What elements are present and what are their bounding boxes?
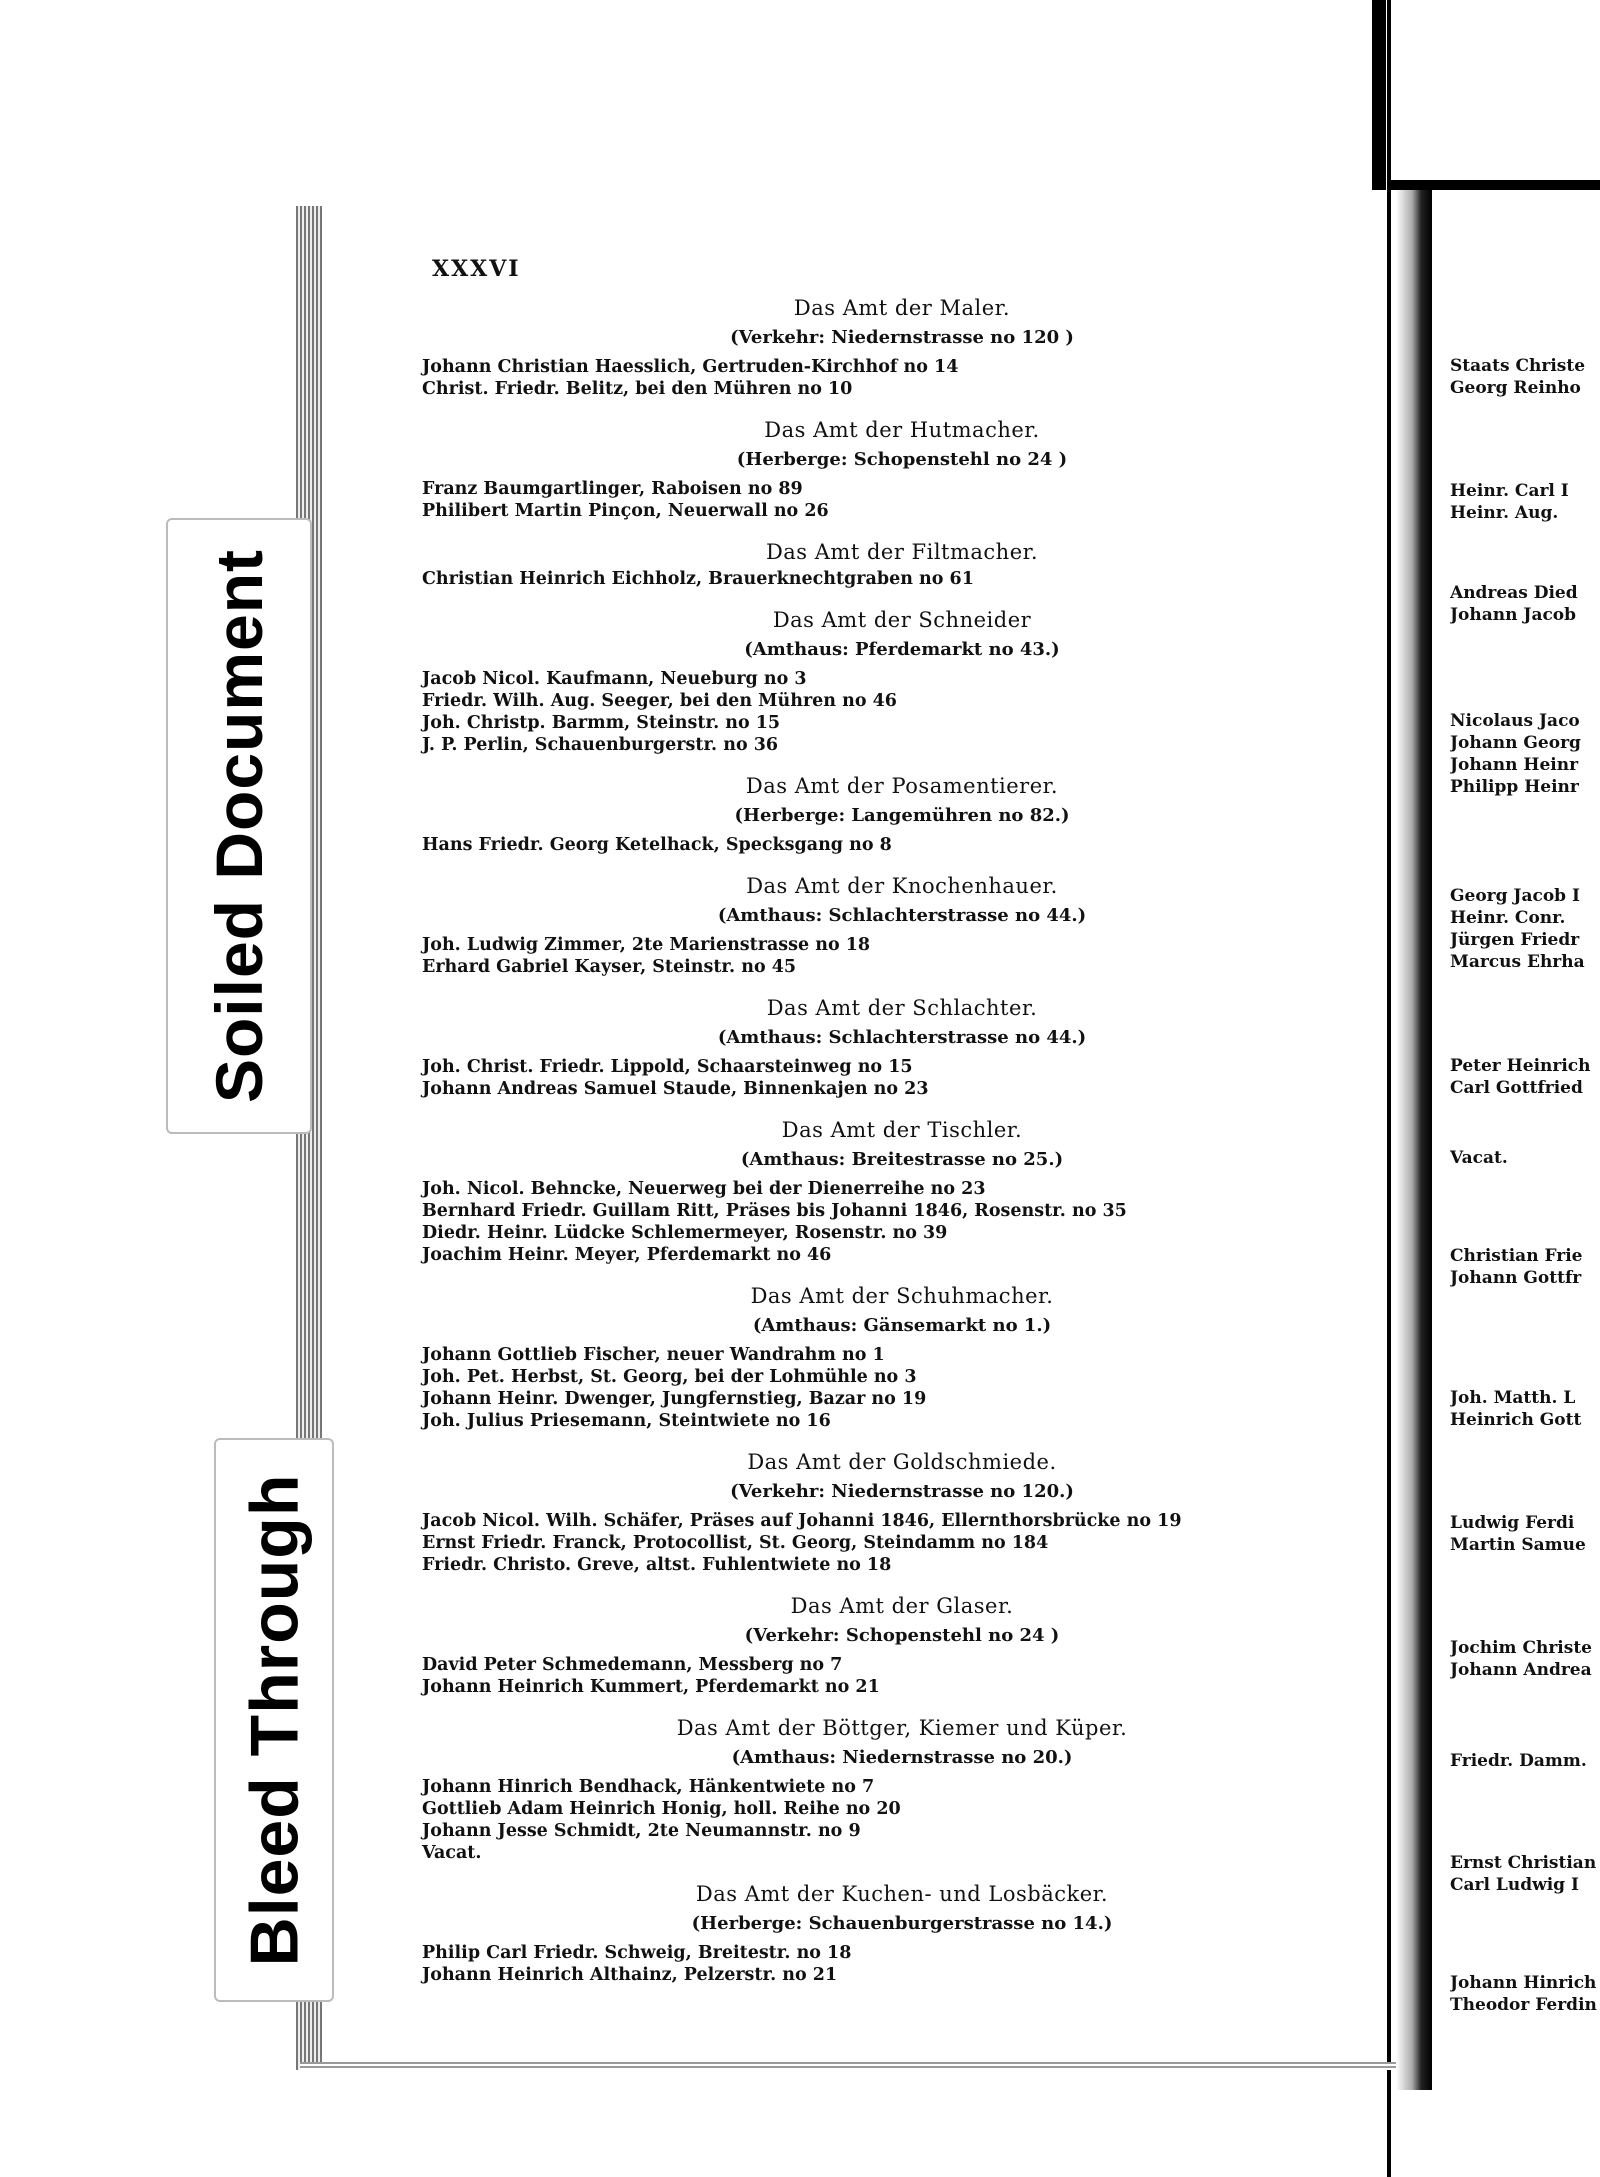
right-page-entry-group: [1450, 1852, 1600, 1896]
guild-member-entry: Johann Heinr. Dwenger, Jungfernstieg, Bazar no 19: [422, 1389, 927, 1409]
guild-member-entry: Hans Friedr. Georg Ketelhack, Specksgang no 8: [422, 835, 892, 855]
guild-title: Das Amt der Hutmacher.: [764, 418, 1040, 442]
guild-section: [422, 1446, 1382, 1576]
soiled-document-text: Soiled Document: [202, 548, 276, 1104]
guild-member-entry: Philip Carl Friedr. Schweig, Breitestr. no 18: [422, 1943, 852, 1963]
guild-member-entry: Friedr. Christo. Greve, altst. Fuhlentwiete no 18: [422, 1555, 892, 1575]
page-content: [422, 292, 1382, 2000]
guild-title: Das Amt der Böttger, Kiemer und Küper.: [676, 1716, 1128, 1740]
guild-meeting-place: (Herberge: Langemühren no 82.): [734, 805, 1070, 826]
right-page-entry-group: [1450, 1387, 1600, 1431]
guild-section: [422, 292, 1382, 400]
guild-member-entry: Johann Heinrich Kummert, Pferdemarkt no 21: [422, 1677, 880, 1697]
guild-meeting-place: (Amthaus: Schlachterstrasse no 44.): [717, 1027, 1087, 1048]
guild-section: [422, 770, 1382, 856]
guild-member-entry: J. P. Perlin, Schauenburgerstr. no 36: [422, 735, 779, 755]
guild-member-entry: Christian Heinrich Eichholz, Brauerknechtgraben no 61: [422, 569, 974, 589]
guild-member-entry: Johann Heinrich Althainz, Pelzerstr. no 21: [422, 1965, 838, 1985]
guild-meeting-place: (Verkehr: Niedernstrasse no 120.): [730, 1481, 1074, 1502]
guild-section: [422, 1590, 1382, 1698]
right-page-entry: Georg Jacob I: [1450, 886, 1580, 906]
guild-member-entry: Johann Gottlieb Fischer, neuer Wandrahm no 1: [422, 1345, 885, 1365]
right-page-entry: Nicolaus Jaco: [1450, 711, 1580, 731]
right-page-entry-group: [1450, 1750, 1600, 1772]
guild-title: Das Amt der Knochenhauer.: [746, 874, 1058, 898]
guild-section: [422, 604, 1382, 756]
guild-member-entry: Johann Jesse Schmidt, 2te Neumannstr. no 9: [422, 1821, 861, 1841]
right-page-entry: Theodor Ferdin: [1450, 1995, 1597, 2015]
right-page-entry: Martin Samue: [1450, 1535, 1586, 1555]
guild-meeting-place: (Herberge: Schopenstehl no 24 ): [736, 449, 1068, 470]
right-page-entry: Marcus Ehrha: [1450, 952, 1585, 972]
guild-section: [422, 1712, 1382, 1864]
guild-title: Das Amt der Posamentierer.: [745, 774, 1059, 798]
guild-member-entry: Johann Christian Haesslich, Gertruden-Kirchhof no 14: [422, 357, 959, 377]
right-page-entry: Johann Gottfr: [1450, 1268, 1582, 1288]
guild-member-entry: Jacob Nicol. Wilh. Schäfer, Präses auf Johanni 1846, Ellernthorsbrücke no 19: [422, 1511, 1182, 1531]
guild-member-entry: Joh. Christp. Barmm, Steinstr. no 15: [422, 713, 781, 733]
guild-title: Das Amt der Goldschmiede.: [747, 1450, 1057, 1474]
guild-meeting-place: (Verkehr: Niedernstrasse no 120 ): [730, 327, 1074, 348]
right-page-entry: Johann Hinrich: [1450, 1973, 1597, 1993]
guild-section: [422, 1878, 1382, 1986]
right-page-entry: Carl Ludwig I: [1450, 1875, 1579, 1895]
right-page-entry: Peter Heinrich: [1450, 1056, 1591, 1076]
right-page-entry: Andreas Died: [1450, 583, 1578, 603]
guild-member-entry: Johann Hinrich Bendhack, Hänkentwiete no 7: [422, 1777, 875, 1797]
guild-meeting-place: (Amthaus: Pferdemarkt no 43.): [744, 639, 1060, 660]
right-page-entry: Johann Jacob: [1450, 605, 1577, 625]
right-page-entry: Carl Gottfried: [1450, 1078, 1583, 1098]
right-page-entry-group: [1450, 1637, 1600, 1681]
right-page-entry: Heinr. Carl I: [1450, 481, 1569, 501]
book-gutter: [1396, 190, 1432, 2090]
soiled-document-label: [166, 518, 312, 1134]
guild-section: [422, 870, 1382, 978]
guild-member-entry: Joh. Christ. Friedr. Lippold, Schaarsteinweg no 15: [422, 1057, 913, 1077]
guild-member-entry: Vacat.: [422, 1843, 482, 1863]
guild-member-entry: Christ. Friedr. Belitz, bei den Mühren no 10: [422, 379, 853, 399]
guild-title: Das Amt der Schneider: [772, 608, 1032, 632]
main-page: [322, 200, 1396, 2062]
right-page-entry: Philipp Heinr: [1450, 777, 1579, 797]
right-page-entry: Johann Andrea: [1450, 1660, 1592, 1680]
right-page-entry: Heinrich Gott: [1450, 1410, 1582, 1430]
guild-section: [422, 1114, 1382, 1266]
right-page-entry-group: [1450, 885, 1600, 973]
guild-member-entry: Johann Andreas Samuel Staude, Binnenkajen no 23: [422, 1079, 929, 1099]
right-page-entry-group: [1450, 710, 1600, 798]
guild-meeting-place: (Amthaus: Niedernstrasse no 20.): [731, 1747, 1073, 1768]
right-page-entry: Joh. Matth. L: [1450, 1388, 1576, 1408]
guild-section: [422, 414, 1382, 522]
guild-meeting-place: (Verkehr: Schopenstehl no 24 ): [744, 1625, 1060, 1646]
right-page-entry: Georg Reinho: [1450, 378, 1581, 398]
guild-member-entry: Erhard Gabriel Kayser, Steinstr. no 45: [422, 957, 797, 977]
guild-member-entry: Gottlieb Adam Heinrich Honig, holl. Reihe no 20: [422, 1799, 901, 1819]
right-page-entry-group: [1450, 582, 1600, 626]
guild-title: Das Amt der Maler.: [793, 296, 1011, 320]
guild-member-entry: David Peter Schmedemann, Messberg no 7: [422, 1655, 843, 1675]
guild-member-entry: Ernst Friedr. Franck, Protocollist, St. Georg, Steindamm no 184: [422, 1533, 1049, 1553]
frame-bar-top: [1372, 0, 1386, 190]
guild-member-entry: Joachim Heinr. Meyer, Pferdemarkt no 46: [422, 1245, 832, 1265]
right-page-entry: Christian Frie: [1450, 1246, 1583, 1266]
guild-title: Das Amt der Schuhmacher.: [750, 1284, 1054, 1308]
right-page-entry: Staats Christe: [1450, 356, 1586, 376]
right-page-entry: Vacat.: [1450, 1148, 1508, 1168]
right-page-entry-group: [1450, 1245, 1600, 1289]
guild-meeting-place: (Amthaus: Gänsemarkt no 1.): [752, 1315, 1052, 1336]
right-page-entry: Heinr. Conr.: [1450, 908, 1566, 928]
right-page-entry-group: [1450, 355, 1600, 399]
guild-title: Das Amt der Kuchen- und Losbäcker.: [695, 1882, 1109, 1906]
guild-title: Das Amt der Filtmacher.: [765, 540, 1039, 564]
guild-member-entry: Jacob Nicol. Kaufmann, Neueburg no 3: [422, 669, 807, 689]
page-number: XXXVI: [432, 256, 521, 282]
guild-meeting-place: (Amthaus: Breitestrasse no 25.): [740, 1149, 1064, 1170]
right-page-entry: Heinr. Aug.: [1450, 503, 1559, 523]
guild-member-entry: Joh. Julius Priesemann, Steintwiete no 16: [422, 1411, 831, 1431]
bleed-through-label: [214, 1438, 334, 2002]
right-page-entry: Johann Heinr: [1450, 755, 1579, 775]
right-page-entry: Jochim Christe: [1450, 1638, 1593, 1658]
right-page-entry-group: [1450, 480, 1600, 524]
guild-member-entry: Franz Baumgartlinger, Raboisen no 89: [422, 479, 803, 499]
guild-title: Das Amt der Glaser.: [790, 1594, 1014, 1618]
guild-member-entry: Philibert Martin Pinçon, Neuerwall no 26: [422, 501, 829, 521]
bleed-through-text: Bleed Through: [236, 1473, 313, 1967]
right-page-entry-group: [1450, 1512, 1600, 1556]
guild-title: Das Amt der Tischler.: [781, 1118, 1023, 1142]
right-page-entry: Ernst Christian: [1450, 1853, 1597, 1873]
guild-section: [422, 1280, 1382, 1432]
right-page-entry-group: [1450, 1147, 1600, 1169]
guild-meeting-place: (Herberge: Schauenburgerstrasse no 14.): [691, 1913, 1113, 1934]
guild-section: [422, 536, 1382, 590]
right-page-entry: Friedr. Damm.: [1450, 1751, 1587, 1771]
guild-member-entry: Friedr. Wilh. Aug. Seeger, bei den Mühren no 46: [422, 691, 897, 711]
right-page-entry-group: [1450, 1055, 1600, 1099]
right-page-entry: Ludwig Ferdi: [1450, 1513, 1575, 1533]
guild-member-entry: Joh. Pet. Herbst, St. Georg, bei der Lohmühle no 3: [422, 1367, 917, 1387]
guild-member-entry: Joh. Nicol. Behncke, Neuerweg bei der Dienerreihe no 23: [422, 1179, 986, 1199]
guild-member-entry: Joh. Ludwig Zimmer, 2te Marienstrasse no 18: [422, 935, 871, 955]
book-edge-top: [1391, 180, 1600, 190]
guild-section: [422, 992, 1382, 1100]
guild-member-entry: Bernhard Friedr. Guillam Ritt, Präses bis Johanni 1846, Rosenstr. no 35: [422, 1201, 1127, 1221]
guild-title: Das Amt der Schlachter.: [766, 996, 1038, 1020]
right-page-entry: Johann Georg: [1450, 733, 1581, 753]
right-page-entry: Jürgen Friedr: [1450, 930, 1580, 950]
page-edge-bottom: [300, 2062, 1420, 2070]
right-page-entry-group: [1450, 1972, 1600, 2016]
guild-member-entry: Diedr. Heinr. Lüdcke Schlemermeyer, Rosenstr. no 39: [422, 1223, 948, 1243]
guild-meeting-place: (Amthaus: Schlachterstrasse no 44.): [717, 905, 1087, 926]
